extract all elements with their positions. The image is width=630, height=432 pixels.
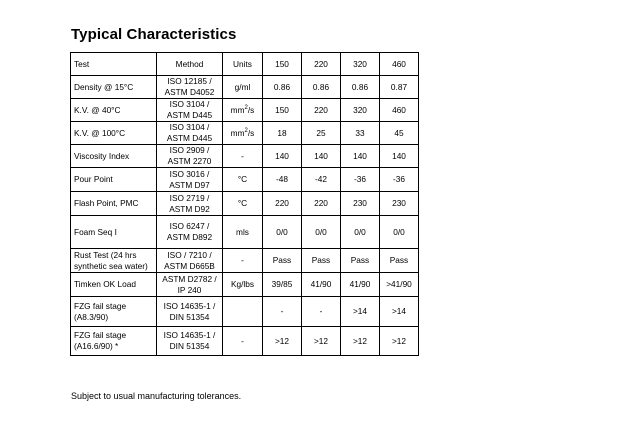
method-cell-line: ISO 3104 /: [169, 99, 210, 109]
method-cell-line: ISO / 7210 /: [167, 249, 212, 260]
characteristics-table: [70, 52, 419, 356]
value-cell: >12: [263, 327, 302, 356]
method-cell-line: ASTM D665B: [164, 260, 215, 271]
table-row: [71, 122, 419, 145]
table-row: [71, 273, 419, 297]
value-cell: 25: [302, 122, 341, 145]
value-cell: 0.86: [263, 76, 302, 99]
units-text: °C: [237, 174, 248, 184]
units-cell: [223, 76, 263, 99]
units-suffix: /s: [247, 104, 255, 115]
units-cell: [223, 327, 263, 356]
test-cell-line: Viscosity Index: [74, 150, 130, 161]
units-text: mls: [236, 226, 249, 237]
test-cell-line: FZG fail stage: [74, 330, 127, 340]
method-cell-line: ASTM 2270: [167, 156, 212, 166]
table-row: [71, 249, 419, 273]
units-text: -: [241, 335, 244, 346]
units-text: -: [241, 150, 244, 161]
test-cell-line: Timken OK Load: [74, 279, 136, 289]
table-row: [71, 216, 419, 249]
table-row: [71, 168, 419, 192]
units-suffix: /s: [247, 127, 255, 138]
value-cell: 41/90: [302, 273, 341, 297]
method-cell-line: ISO 12185 /: [167, 76, 212, 86]
method-cell-line: ASTM D97: [169, 179, 210, 190]
value-cell: -42: [302, 168, 341, 192]
method-cell: [157, 192, 223, 216]
value-cell: 150: [263, 99, 302, 122]
method-cell: [157, 249, 223, 273]
test-cell: [71, 99, 157, 122]
units-cell: [223, 216, 263, 249]
value-cell: 18: [263, 122, 302, 145]
value-cell: 320: [341, 99, 380, 122]
units-text: g/ml: [234, 81, 251, 92]
method-cell-line: ISO 2909 /: [169, 145, 210, 155]
units-cell: [223, 273, 263, 297]
method-cell-line: ISO 14635-1 /: [163, 300, 216, 311]
value-cell: 230: [380, 192, 419, 216]
test-cell-line: synthetic sea water): [74, 260, 148, 271]
value-cell: 140: [302, 145, 341, 168]
table-row: [71, 76, 419, 99]
value-cell: 41/90: [341, 273, 380, 297]
test-cell-line: (A8.3/90): [74, 311, 109, 322]
table-header-row: [71, 53, 419, 76]
table-row: [71, 99, 419, 122]
test-cell: [71, 249, 157, 273]
value-cell: 220: [263, 192, 302, 216]
value-cell: Pass: [380, 249, 419, 273]
header-cell-grade-320: 320: [341, 53, 380, 76]
value-cell: 39/85: [263, 273, 302, 297]
table-row: [71, 145, 419, 168]
value-cell: 220: [302, 192, 341, 216]
tolerance-note: Subject to usual manufacturing tolerances.: [71, 391, 242, 401]
value-cell: -36: [380, 168, 419, 192]
header-cell-units: Units: [223, 53, 263, 76]
method-cell-line: DIN 51354: [169, 311, 210, 322]
method-cell-line: ASTM D92: [169, 203, 210, 214]
test-cell-line: Pour Point: [74, 174, 113, 184]
units-superscript: 2: [244, 127, 248, 134]
units-cell: [223, 145, 263, 168]
table-row: [71, 327, 419, 356]
value-cell: 220: [302, 99, 341, 122]
method-cell: [157, 327, 223, 356]
test-cell: [71, 216, 157, 249]
value-cell: 0.86: [341, 76, 380, 99]
method-cell-line: ASTM D4052: [164, 87, 215, 97]
value-cell: >41/90: [380, 273, 419, 297]
method-cell-line: ISO 14635-1 /: [163, 330, 216, 340]
header-cell-grade-220: 220: [302, 53, 341, 76]
value-cell: -48: [263, 168, 302, 192]
method-cell: [157, 76, 223, 99]
method-cell-line: ISO 2719 /: [169, 192, 210, 203]
units-text: Kg/lbs: [230, 279, 255, 289]
method-cell-line: IP 240: [177, 284, 202, 295]
units-cell: [223, 249, 263, 273]
value-cell: 140: [341, 145, 380, 168]
method-cell-line: ISO 3104 /: [169, 122, 210, 132]
units-text: mm: [230, 127, 245, 138]
method-cell: [157, 273, 223, 297]
test-cell: [71, 273, 157, 297]
method-cell: [157, 145, 223, 168]
method-cell-line: ISO 3016 /: [169, 168, 210, 179]
method-cell-line: ASTM D445: [166, 133, 213, 143]
value-cell: 0/0: [302, 216, 341, 249]
test-cell-line: Density @ 15°C: [74, 81, 134, 92]
value-cell: -: [263, 297, 302, 327]
test-cell-line: K.V. @ 100°C: [74, 127, 126, 138]
test-cell: [71, 327, 157, 356]
units-superscript: 2: [244, 104, 248, 111]
test-cell: [71, 145, 157, 168]
header-cell-grade-460: 460: [380, 53, 419, 76]
table-row: [71, 192, 419, 216]
units-text: °C: [237, 198, 248, 208]
value-cell: >12: [302, 327, 341, 356]
value-cell: 140: [380, 145, 419, 168]
value-cell: 0/0: [380, 216, 419, 249]
test-cell-line: Foam Seq I: [74, 226, 117, 237]
method-cell: [157, 99, 223, 122]
value-cell: Pass: [341, 249, 380, 273]
value-cell: 0/0: [341, 216, 380, 249]
header-cell-test: Test: [71, 53, 157, 76]
test-cell-line: Flash Point, PMC: [74, 198, 139, 208]
units-cell: [223, 168, 263, 192]
test-cell-line: Rust Test (24 hrs: [74, 249, 137, 260]
method-cell-line: ISO 6247 /: [169, 221, 210, 231]
value-cell: 0/0: [263, 216, 302, 249]
value-cell: >12: [380, 327, 419, 356]
units-cell: [223, 297, 263, 327]
value-cell: -36: [341, 168, 380, 192]
method-cell: [157, 216, 223, 249]
value-cell: 230: [341, 192, 380, 216]
method-cell: [157, 297, 223, 327]
method-cell-line: ASTM D445: [166, 110, 213, 120]
value-cell: 0.87: [380, 76, 419, 99]
method-cell-line: DIN 51354: [169, 341, 210, 351]
value-cell: 33: [341, 122, 380, 145]
units-text: mm: [230, 104, 245, 115]
units-cell: [223, 192, 263, 216]
units-cell: [223, 122, 263, 145]
test-cell: [71, 192, 157, 216]
test-cell: [71, 297, 157, 327]
method-cell: [157, 122, 223, 145]
test-cell: [71, 168, 157, 192]
test-cell-line: FZG fail stage: [74, 300, 127, 311]
table-row: [71, 297, 419, 327]
method-cell-line: ASTM D2782 /: [162, 273, 217, 284]
value-cell: 45: [380, 122, 419, 145]
value-cell: >12: [341, 327, 380, 356]
value-cell: 460: [380, 99, 419, 122]
value-cell: Pass: [263, 249, 302, 273]
units-cell: [223, 99, 263, 122]
test-cell-line: K.V. @ 40°C: [74, 104, 121, 115]
value-cell: 140: [263, 145, 302, 168]
test-cell: [71, 76, 157, 99]
test-cell-line: (A16.6/90) *: [74, 341, 119, 351]
units-text: -: [241, 255, 244, 265]
header-cell-grade-150: 150: [263, 53, 302, 76]
value-cell: Pass: [302, 249, 341, 273]
page-title: Typical Characteristics: [71, 26, 237, 43]
value-cell: 0.86: [302, 76, 341, 99]
value-cell: >14: [380, 297, 419, 327]
method-cell-line: ASTM D892: [166, 232, 213, 242]
header-cell-method: Method: [157, 53, 223, 76]
test-cell: [71, 122, 157, 145]
value-cell: >14: [341, 297, 380, 327]
method-cell: [157, 168, 223, 192]
value-cell: -: [302, 297, 341, 327]
